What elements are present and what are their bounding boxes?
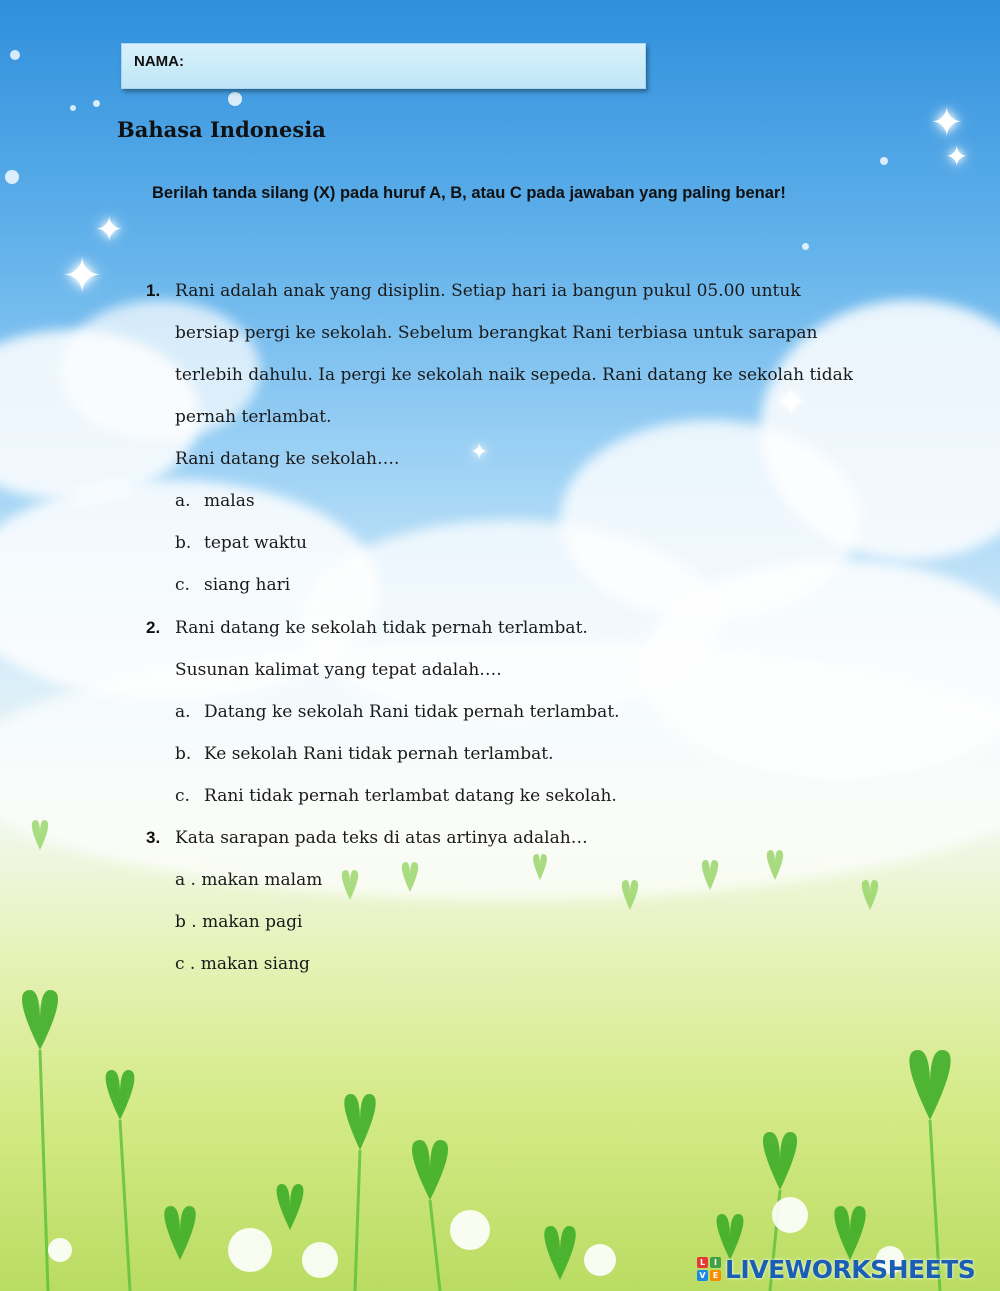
question-number: 1.	[146, 281, 161, 300]
option-text: siang hari	[204, 575, 291, 595]
option-letter: b.	[175, 744, 192, 764]
option-text: tepat waktu	[204, 533, 307, 553]
question-text-line: pernah terlambat.	[175, 407, 332, 427]
instruction-text: Berilah tanda silang (X) pada huruf A, B, atau C pada jawaban yang paling benar!	[152, 184, 786, 202]
name-field-box[interactable]	[121, 43, 646, 89]
answer-option-a[interactable]: a . makan malam	[175, 870, 323, 890]
question-text-line: terlebih dahulu. Ia pergi ke sekolah naik sepeda. Rani datang ke sekolah tidak	[175, 365, 854, 385]
option-text: malas	[204, 491, 255, 511]
question-text-line: bersiap pergi ke sekolah. Sebelum berangkat Rani terbiasa untuk sarapan	[175, 323, 818, 343]
answer-option-c[interactable]: c . makan siang	[175, 954, 310, 974]
logo-letter: V	[697, 1270, 708, 1281]
answer-option-b[interactable]	[175, 744, 554, 764]
answer-option-c[interactable]	[175, 575, 290, 595]
option-letter: c.	[175, 575, 190, 595]
question-prompt: Susunan kalimat yang tepat adalah….	[175, 660, 502, 680]
question-text-line: Kata sarapan pada teks di atas artinya adalah…	[175, 828, 588, 848]
question-text-line: Rani adalah anak yang disiplin. Setiap hari ia bangun pukul 05.00 untuk	[175, 281, 801, 301]
logo-letter: I	[710, 1257, 721, 1268]
option-text: Datang ke sekolah Rani tidak pernah terlambat.	[204, 702, 620, 722]
liveworksheets-logo[interactable]	[697, 1254, 975, 1284]
answer-option-a[interactable]	[175, 491, 255, 511]
option-letter: c.	[175, 786, 190, 806]
answer-option-c[interactable]	[175, 786, 617, 806]
worksheet-page: ✦ ✦ ✦ ✦ ✦ ✦ NAMA: Bahasa Indonesia Berilah tanda silang (X) pada huruf A, B, atau C pada jawaban yang paling benar! 1. Rani adalah anak yang disiplin. Setiap hari ia bangun pukul 05.00 untuk bersiap pergi ke sekolah. Sebelum berangkat Rani terbiasa untuk sarapan terlebih dahulu. Ia pergi ke sekolah naik sepeda. Rani datang ke sekolah tidak pernah terlambat. Rani datang ke sekolah…. a. malas b. tepat waktu c. siang hari 2. Rani datang ke sekolah tidak pernah terlambat. Susunan kalimat yang tepat adalah…. a. Datang ke sekolah Rani tidak pernah terlambat. b. Ke sekolah Rani tidak pernah terlambat. c. Rani tidak pernah terlambat datang ke sekolah. 3. Kata sarapan pada teks di atas artinya adalah… a . makan malam b . makan pagi c . makan siang L I V E LIVEWORKSHEETS	[0, 0, 1000, 1291]
logo-icon	[697, 1257, 721, 1281]
option-text: Rani tidak pernah terlambat datang ke sekolah.	[204, 786, 617, 806]
option-letter: b.	[175, 533, 192, 553]
question-text-line: Rani datang ke sekolah tidak pernah terlambat.	[175, 618, 588, 638]
question-number: 2.	[146, 618, 161, 637]
name-label: NAMA:	[134, 53, 184, 70]
option-letter: a.	[175, 491, 191, 511]
logo-letter: E	[710, 1270, 721, 1281]
worksheet-title: Bahasa Indonesia	[117, 117, 326, 142]
logo-letter: L	[697, 1257, 708, 1268]
brand-name: LIVEWORKSHEETS	[725, 1254, 976, 1284]
question-prompt: Rani datang ke sekolah….	[175, 449, 400, 469]
answer-option-b[interactable]: b . makan pagi	[175, 912, 303, 932]
answer-option-a[interactable]	[175, 702, 620, 722]
option-text: Ke sekolah Rani tidak pernah terlambat.	[204, 744, 554, 764]
question-number: 3.	[146, 828, 161, 847]
answer-option-b[interactable]	[175, 533, 307, 553]
option-letter: a.	[175, 702, 191, 722]
